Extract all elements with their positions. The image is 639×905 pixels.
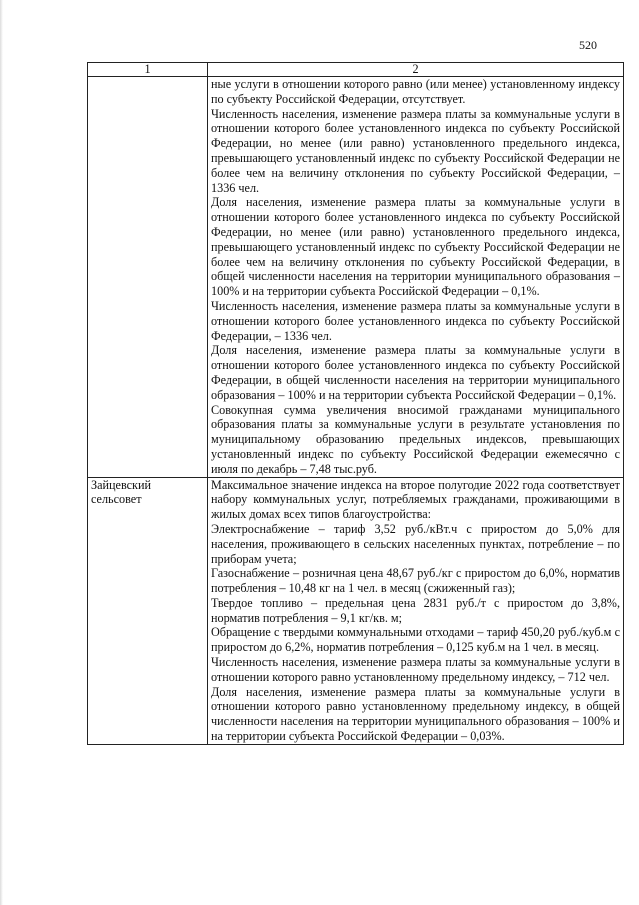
paragraph: Доля населения, изменение размера платы за коммунальные услуги в отношении которого более установленного индекса по субъекту Российской Федерации, но менее (или равно) установленного предельного индекса, превышающего установленный индекс по субъекту Российской Федерации не более чем на величину отклонения по субъекту Российской Федерации, в общей численности населения на территории муниципального образования – 100% и на территории субъекта Российской Федерации – 0,1%.	[211, 195, 620, 299]
paragraph: Обращение с твердыми коммунальными отходами – тариф 450,20 руб./куб.м с приростом до 6,2%, норматив потребления – 0,125 куб.м на 1 чел. в месяц.	[211, 625, 620, 655]
paragraph: Совокупная сумма увеличения вносимой гражданами муниципального образования платы за коммунальные услуги в результате установления по муниципальному образованию предельных индексов, превышающих установленный индекс по субъекту Российской Федерации ежемесячно с июля по декабрь – 7,48 тыс.руб.	[211, 402, 620, 476]
table-header-row	[88, 63, 624, 77]
row-content	[208, 77, 624, 478]
paragraph: Численность населения, изменение размера платы за коммунальные услуги в отношении которого более установленного индекса по субъекту Российской Федерации, – 1336 чел.	[211, 298, 620, 343]
paragraph: Максимальное значение индекса на второе полугодие 2022 года соответствует набору коммунальных услуг, потребляемых гражданами, проживающими в жилых домах всех типов благоустройства:	[211, 477, 620, 522]
paragraph: Численность населения, изменение размера платы за коммунальные услуги в отношении которого более установленного индекса по субъекту Российской Федерации, но менее (или равно) установленного предельного индекса, превышающего установленный индекс по субъекту Российской Федерации не более чем на величину отклонения по субъекту Российской Федерации, – 1336 чел.	[211, 106, 620, 195]
row-label: Зайцевский сельсовет	[88, 477, 208, 744]
column-header-1: 1	[88, 63, 208, 77]
table-row	[88, 477, 624, 744]
paragraph: Доля населения, изменение размера платы за коммунальные услуги в отношении которого равно установленному предельному индексу, в общей численности населения на территории муниципального образования – 100% и на территории субъекта Российской Федерации – 0,03%.	[211, 684, 620, 744]
paragraph: Твердое топливо – предельная цена 2831 руб./т с приростом до 3,8%, норматив потребления – 9,1 кг/кв. м;	[211, 595, 620, 625]
document-table	[87, 62, 624, 745]
row-content	[208, 477, 624, 744]
row-label	[88, 77, 208, 478]
paragraph: ные услуги в отношении которого равно (или менее) установленному индексу по субъекту Российской Федерации, отсутствует.	[211, 77, 620, 106]
table-row	[88, 77, 624, 478]
page-number: 520	[579, 38, 597, 52]
paragraph: Газоснабжение – розничная цена 48,67 руб./кг с приростом до 6,0%, норматив потребления – 10,48 кг на 1 чел. в месяц (сжиженный газ);	[211, 566, 620, 596]
paragraph: Доля населения, изменение размера платы за коммунальные услуги в отношении которого более установленного индекса по субъекту Российской Федерации, в общей численности населения на территории муниципального образования – 100% и на территории субъекта Российской Федерации – 0,1%.	[211, 343, 620, 402]
column-header-2: 2	[208, 63, 624, 77]
scan-edge	[0, 0, 3, 905]
paragraph: Электроснабжение – тариф 3,52 руб./кВт.ч с приростом до 5,0% для населения, проживающего в сельских населенных пунктах, потребление – по приборам учета;	[211, 521, 620, 566]
paragraph: Численность населения, изменение размера платы за коммунальные услуги в отношении которого равно установленному предельному индексу, – 712 чел.	[211, 655, 620, 684]
